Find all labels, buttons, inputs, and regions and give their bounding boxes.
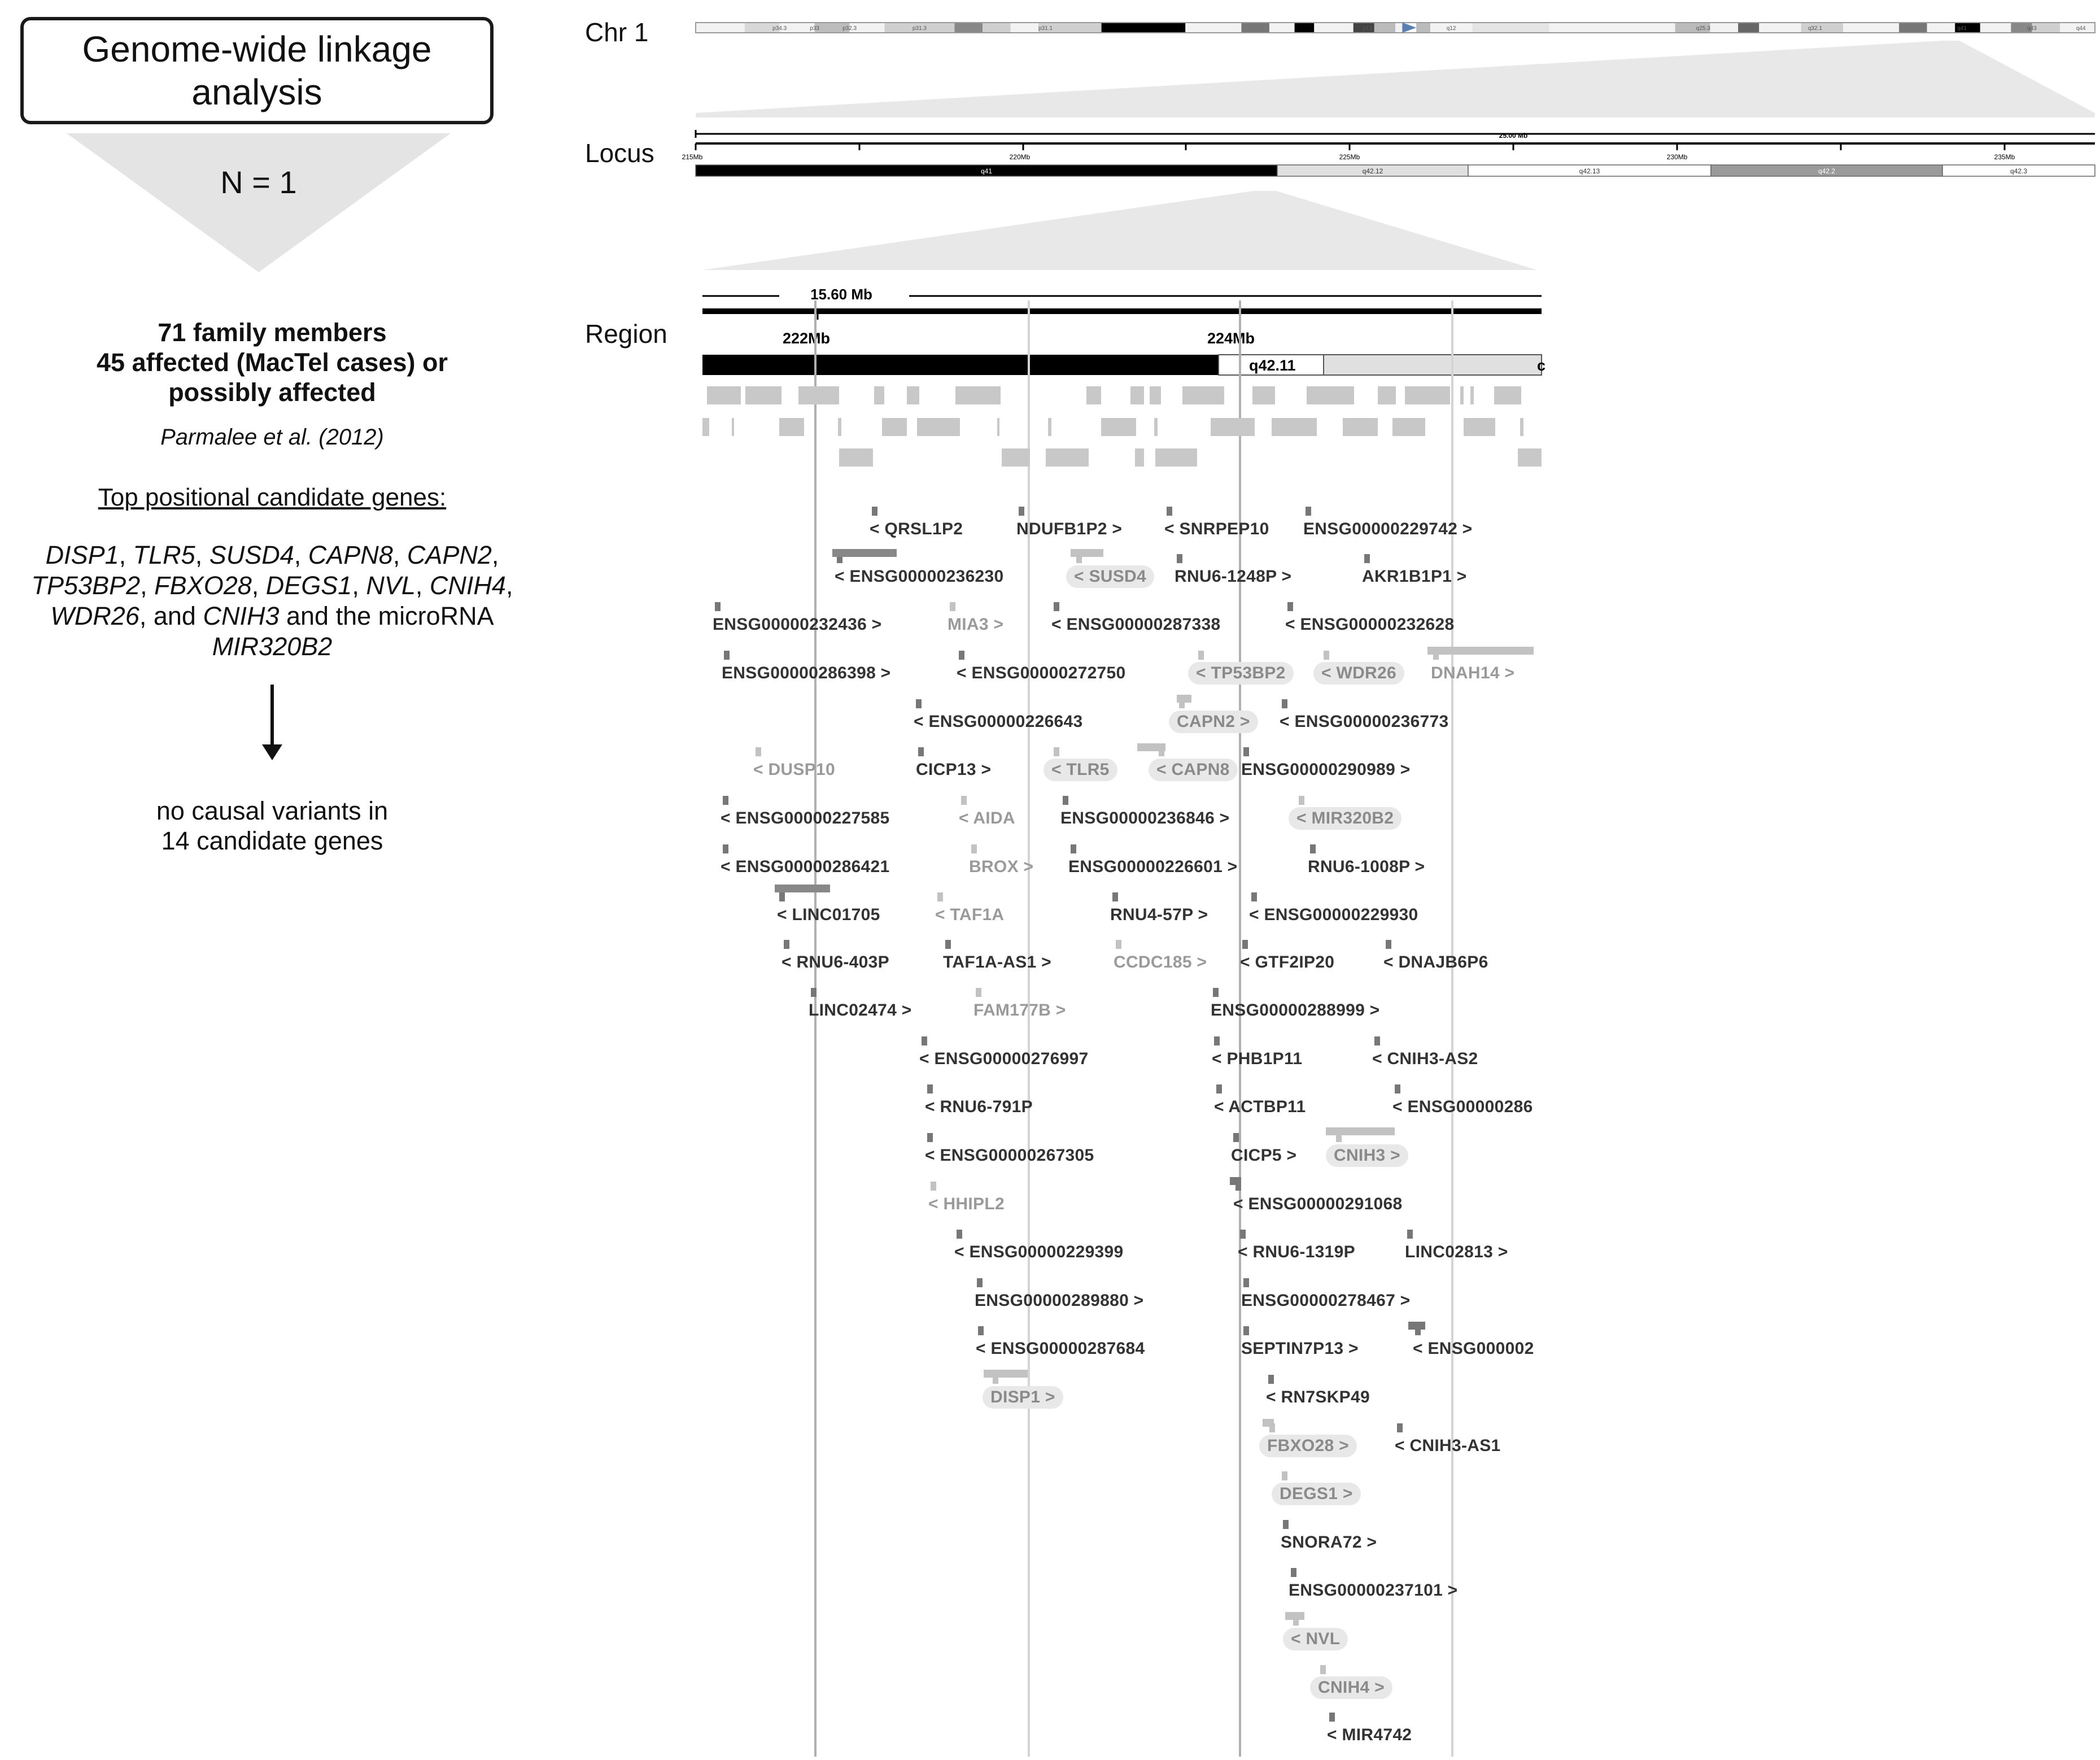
gene-label: ENSG00000289880 > bbox=[975, 1291, 1144, 1310]
result-line-1: no causal variants in bbox=[156, 796, 388, 825]
gene-label: < SUSD4 bbox=[1066, 565, 1154, 588]
region-tick-label: 224Mb bbox=[1207, 330, 1255, 347]
gene-label: < MIR4742 bbox=[1327, 1726, 1412, 1744]
gene-label: < ENSG00000227585 bbox=[721, 809, 890, 827]
region-tick-label: 222Mb bbox=[782, 330, 831, 347]
gene-label: < ACTBP11 bbox=[1214, 1097, 1306, 1116]
cohort-line-2: 45 affected (MacTel cases) or bbox=[97, 348, 448, 377]
candidate-gene: NVL bbox=[366, 571, 416, 600]
candidate-gene: CAPN2 bbox=[407, 541, 492, 569]
gene-label: ENSG00000229742 > bbox=[1303, 520, 1473, 538]
gene-label: < WDR26 bbox=[1313, 662, 1404, 685]
region-scale-text: 15.60 Mb bbox=[810, 286, 872, 303]
gene-label: < NVL bbox=[1283, 1628, 1348, 1650]
candidate-separator: , bbox=[491, 541, 499, 569]
gene-label: < TLR5 bbox=[1044, 759, 1117, 781]
gene-label: TAF1A-AS1 > bbox=[943, 953, 1051, 972]
locus-band-label: q42.2 bbox=[1818, 167, 1836, 175]
gene-label: MIA3 > bbox=[948, 615, 1004, 634]
gene-label: CICP5 > bbox=[1231, 1146, 1297, 1165]
gene-label: < ENSG00000229930 bbox=[1249, 905, 1418, 924]
candidate-gene: SUSD4 bbox=[209, 541, 294, 569]
ideogram-band-label: p13 bbox=[1363, 25, 1372, 32]
citation: Parmalee et al. (2012) bbox=[160, 425, 384, 450]
ideogram-band-label: p34.3 bbox=[772, 25, 787, 32]
locus-tick-label: 225Mb bbox=[1339, 153, 1360, 161]
candidate-gene: FBXO28 bbox=[154, 571, 252, 600]
cohort-line-3: possibly affected bbox=[168, 378, 376, 407]
locus-band-label: q41 bbox=[980, 167, 993, 175]
candidate-separator: , bbox=[195, 541, 209, 569]
candidate-gene: DEGS1 bbox=[265, 571, 352, 600]
gene-label: RNU6-1008P > bbox=[1308, 857, 1425, 876]
title-line-1: Genome-wide linkage bbox=[82, 29, 432, 69]
gene-label: < ENSG00000286 bbox=[1392, 1097, 1533, 1116]
gene-label: ENSG00000290989 > bbox=[1241, 760, 1411, 779]
gene-label: FBXO28 > bbox=[1259, 1435, 1357, 1457]
locus-tick-label: 235Mb bbox=[1994, 153, 2015, 161]
candidate-gene: CAPN8 bbox=[308, 541, 393, 569]
candidate-gene: WDR26 bbox=[50, 602, 139, 630]
gene-label: < ENSG00000232628 bbox=[1285, 615, 1455, 634]
title-line-2: analysis bbox=[191, 72, 322, 112]
gene-label: < SNRPEP10 bbox=[1164, 520, 1269, 538]
gene-label: < CAPN8 bbox=[1149, 759, 1238, 781]
gene-label: CAPN2 > bbox=[1169, 711, 1258, 733]
gene-label: < TP53BP2 bbox=[1188, 662, 1294, 685]
gene-label: BROX > bbox=[969, 857, 1034, 876]
locus-scale-text: 25.00 Mb bbox=[1499, 132, 1528, 140]
gene-label: < RN7SKP49 bbox=[1266, 1388, 1370, 1406]
candidate-separator: , bbox=[119, 541, 133, 569]
gene-label: < ENSG00000287338 bbox=[1051, 615, 1221, 634]
ideogram-band-label: p32.3 bbox=[842, 25, 857, 32]
candidate-gene: DISP1 bbox=[45, 541, 119, 569]
gene-label: ENSG00000278467 > bbox=[1241, 1291, 1411, 1310]
gene-label: SEPTIN7P13 > bbox=[1241, 1339, 1359, 1358]
locus-tick-label: 220Mb bbox=[1009, 153, 1031, 161]
gene-label: CNIH4 > bbox=[1310, 1676, 1392, 1699]
gene-label: < QRSL1P2 bbox=[870, 520, 963, 538]
gene-label: DISP1 > bbox=[983, 1386, 1063, 1409]
gene-label: < AIDA bbox=[959, 809, 1015, 827]
gene-label: < ENSG00000236773 bbox=[1280, 712, 1449, 731]
gene-label: SNORA72 > bbox=[1281, 1533, 1377, 1552]
gene-label: LINC02813 > bbox=[1405, 1243, 1508, 1261]
candidate-gene: TLR5 bbox=[133, 541, 195, 569]
gene-label: < HHIPL2 bbox=[928, 1195, 1005, 1213]
gene-label: CNIH3 > bbox=[1326, 1144, 1408, 1167]
candidate-gene: CNIH3 bbox=[203, 602, 280, 630]
candidate-gene: CNIH4 bbox=[429, 571, 506, 600]
gene-label: < ENSG00000229399 bbox=[954, 1243, 1124, 1261]
gene-label: < CNIH3-AS1 bbox=[1395, 1436, 1501, 1455]
locus-band-label: q42.12 bbox=[1362, 167, 1383, 175]
candidate-separator: , bbox=[392, 541, 407, 569]
ideogram-band-label: q25.3 bbox=[1696, 25, 1710, 32]
gene-label: < ENSG00000226643 bbox=[914, 712, 1083, 731]
candidate-separator: , and bbox=[139, 602, 203, 630]
candidate-gene: TP53BP2 bbox=[31, 571, 141, 600]
gene-label: < GTF2IP20 bbox=[1240, 953, 1335, 972]
locus-tick-label: 215Mb bbox=[682, 153, 703, 161]
gene-label: FAM177B > bbox=[973, 1001, 1066, 1020]
gene-label: < ENSG00000287684 bbox=[976, 1339, 1145, 1358]
chr-track-label: Chr 1 bbox=[585, 18, 649, 47]
gene-label: < DUSP10 bbox=[753, 760, 835, 779]
gene-label: < ENSG00000267305 bbox=[925, 1146, 1094, 1165]
gene-label: ENSG00000232436 > bbox=[713, 615, 882, 634]
locus-tick-label: 230Mb bbox=[1666, 153, 1688, 161]
candidate-separator: , bbox=[140, 571, 155, 600]
gene-label: < LINC01705 bbox=[777, 905, 880, 924]
gene-label: < ENSG00000272750 bbox=[957, 664, 1126, 682]
gene-label: < ENSG00000236230 bbox=[835, 567, 1004, 586]
locus-track-label: Locus bbox=[585, 138, 654, 168]
candidate-separator: , bbox=[294, 541, 308, 569]
gene-label: < MIR320B2 bbox=[1289, 807, 1402, 830]
gene-label: ENSG00000226601 > bbox=[1068, 857, 1238, 876]
gene-label: CCDC185 > bbox=[1114, 953, 1207, 972]
gene-label: ENSG00000288999 > bbox=[1211, 1001, 1380, 1020]
locus-band-label: q42.3 bbox=[2010, 167, 2028, 175]
region-track-label: Region bbox=[585, 319, 667, 348]
ideogram-band-label: p31.3 bbox=[912, 25, 927, 32]
candidate-separator: and the microRNA bbox=[279, 602, 494, 630]
candidate-gene: MIR320B2 bbox=[212, 632, 333, 661]
gene-label: ENSG00000286398 > bbox=[722, 664, 891, 682]
gene-label: < DNAJB6P6 bbox=[1383, 953, 1488, 972]
n-label: N = 1 bbox=[220, 164, 297, 200]
ideogram-band-label: p33 bbox=[810, 25, 819, 32]
gene-label: ENSG00000236846 > bbox=[1060, 809, 1230, 827]
gene-label: < ENSG00000276997 bbox=[919, 1049, 1089, 1068]
gene-label: < ENSG00000286421 bbox=[721, 857, 890, 876]
gene-label: RNU6-1248P > bbox=[1175, 567, 1292, 586]
result-line-2: 14 candidate genes bbox=[161, 826, 383, 855]
gene-label: < CNIH3-AS2 bbox=[1372, 1049, 1478, 1068]
gene-label: < ENSG000002 bbox=[1413, 1339, 1534, 1358]
gene-label: < ENSG00000291068 bbox=[1233, 1195, 1403, 1213]
gene-label: ENSG00000237101 > bbox=[1289, 1581, 1458, 1600]
gene-label: < TAF1A bbox=[935, 905, 1005, 924]
region-band-label: c bbox=[1537, 357, 1546, 374]
ideogram-band-label: q43 bbox=[2027, 25, 2037, 32]
gene-label: < RNU6-1319P bbox=[1238, 1243, 1355, 1261]
ideogram-band-label: q44 bbox=[2076, 25, 2086, 32]
gene-label: NDUFB1P2 > bbox=[1016, 520, 1123, 538]
gene-label: DNAH14 > bbox=[1431, 664, 1515, 682]
candidates-heading: Top positional candidate genes: bbox=[98, 483, 447, 511]
region-band-label: q42.11 bbox=[1249, 357, 1296, 374]
gene-label: < PHB1P11 bbox=[1212, 1049, 1303, 1068]
gene-label: LINC02474 > bbox=[809, 1001, 912, 1020]
gene-label: AKR1B1P1 > bbox=[1362, 567, 1467, 586]
ideogram-band-label: q12 bbox=[1446, 25, 1456, 32]
gene-label: RNU4-57P > bbox=[1110, 905, 1208, 924]
candidate-separator: , bbox=[505, 571, 513, 600]
candidate-separator: , bbox=[352, 571, 366, 600]
candidate-separator: , bbox=[251, 571, 266, 600]
ideogram-band-label: q32.1 bbox=[1808, 25, 1822, 32]
gene-label: < RNU6-403P bbox=[782, 953, 889, 972]
locus-band-label: q42.13 bbox=[1579, 167, 1600, 175]
gene-label: CICP13 > bbox=[916, 760, 992, 779]
ideogram-band-label: q41 bbox=[1957, 25, 1967, 32]
gene-label: < RNU6-791P bbox=[925, 1097, 1033, 1116]
cohort-line-1: 71 family members bbox=[158, 318, 387, 347]
gene-label: DEGS1 > bbox=[1272, 1483, 1361, 1505]
candidate-separator: , bbox=[415, 571, 430, 600]
ideogram-band-label: p31.1 bbox=[1038, 25, 1053, 32]
